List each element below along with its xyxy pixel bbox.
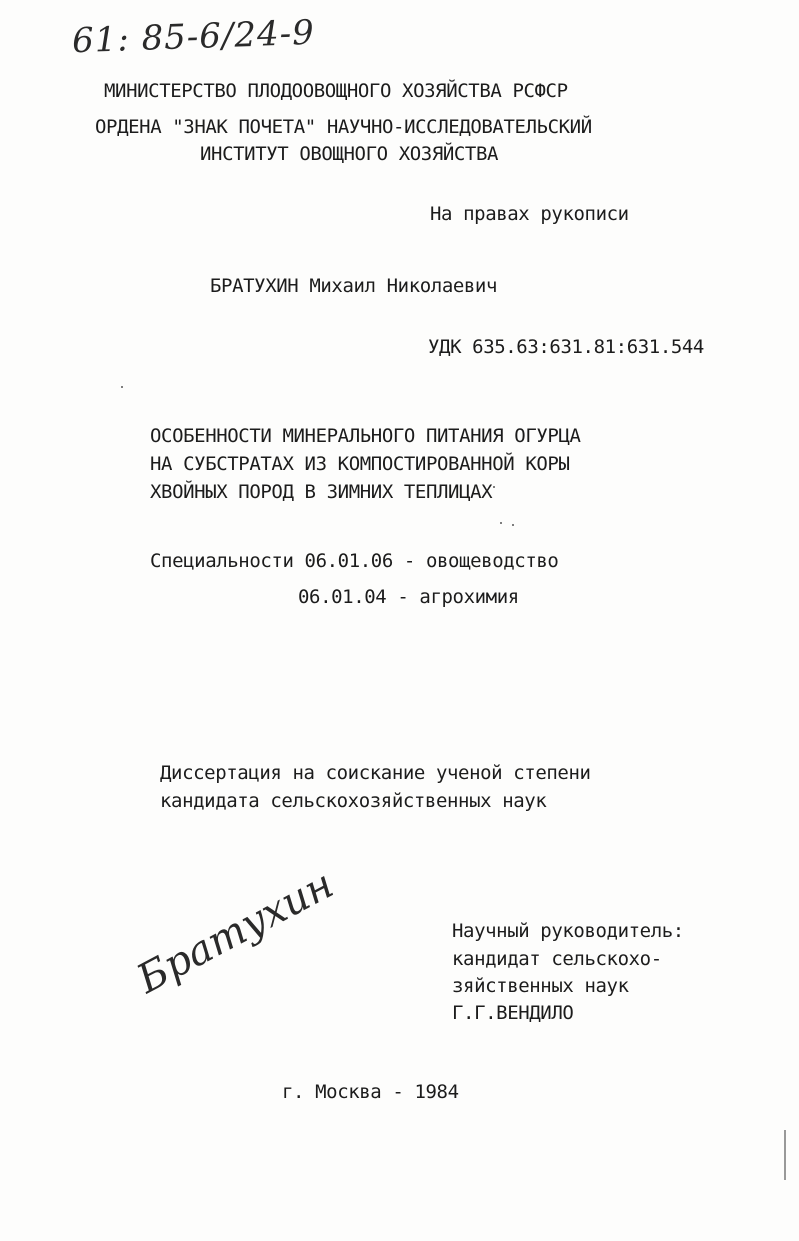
- scan-edge-mark: [784, 1130, 786, 1180]
- udc-code: УДК 635.63:631.81:631.544: [428, 336, 704, 358]
- scan-speck: [512, 524, 514, 526]
- archive-number: 61: 85-6/24-9: [71, 12, 316, 62]
- ministry-name: МИНИСТЕРСТВО ПЛОДООВОЩНОГО ХОЗЯЙСТВА РСФСР: [104, 80, 568, 102]
- scan-speck: [500, 522, 502, 524]
- supervisor-label: Научный руководитель:: [452, 920, 684, 942]
- scan-speck: [121, 386, 123, 388]
- title-line-1: ОСОБЕННОСТИ МИНЕРАЛЬНОГО ПИТАНИЯ ОГУРЦА: [150, 425, 581, 447]
- supervisor-degree-line-1: кандидат сельскохо-: [452, 948, 662, 970]
- author-name: БРАТУХИН Михаил Николаевич: [210, 275, 498, 297]
- manuscript-note: На правах рукописи: [430, 203, 629, 225]
- scan-speck: [493, 486, 495, 488]
- institute-line-1: ОРДЕНА "ЗНАК ПОЧЕТА" НАУЧНО-ИССЛЕДОВАТЕЛЬСКИЙ: [95, 116, 592, 138]
- place-and-year: г. Москва - 1984: [282, 1081, 459, 1103]
- dissertation-line-2: кандидата сельскохозяйственных наук: [160, 790, 547, 812]
- title-line-2: НА СУБСТРАТАХ ИЗ КОМПОСТИРОВАННОЙ КОРЫ: [150, 453, 570, 475]
- institute-line-2: ИНСТИТУТ ОВОЩНОГО ХОЗЯЙСТВА: [200, 143, 499, 165]
- title-line-3: ХВОЙНЫХ ПОРОД В ЗИМНИХ ТЕПЛИЦАХ: [150, 481, 493, 503]
- supervisor-degree-line-2: зяйственных наук: [452, 975, 629, 997]
- specialty-line-1: Специальности 06.01.06 - овощеводство: [150, 550, 559, 572]
- author-signature: Братухин: [129, 861, 341, 1003]
- dissertation-line-1: Диссертация на соискание ученой степени: [160, 762, 591, 784]
- specialty-line-2: 06.01.04 - агрохимия: [298, 586, 519, 608]
- supervisor-name: Г.Г.ВЕНДИЛО: [452, 1002, 574, 1024]
